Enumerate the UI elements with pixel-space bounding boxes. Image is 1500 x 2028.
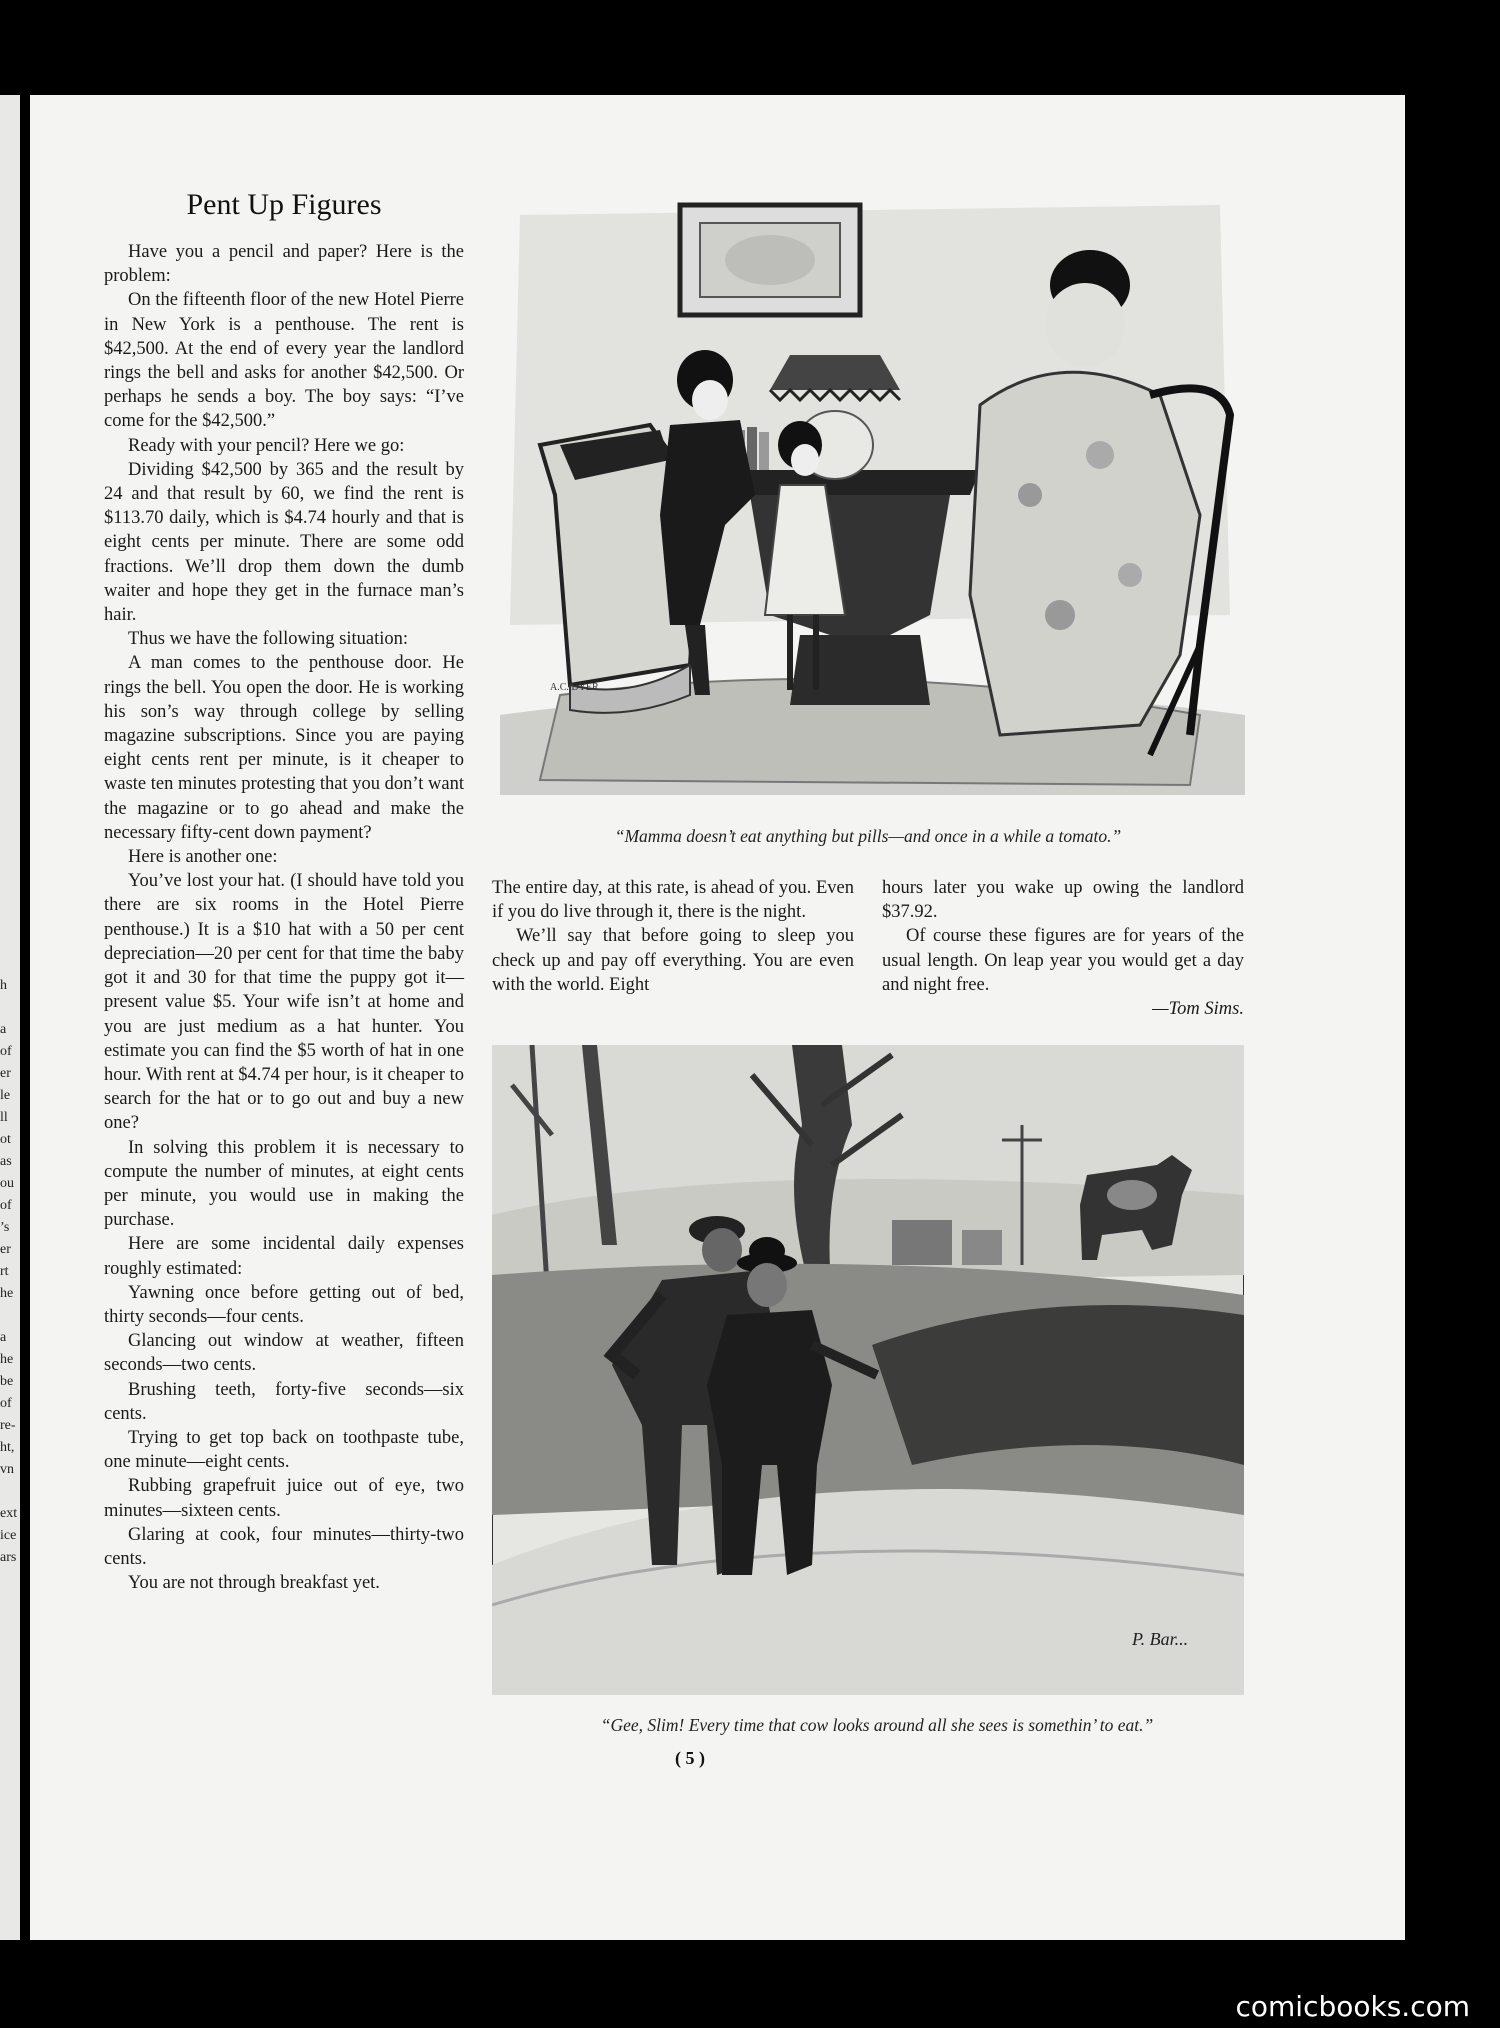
facing-page-fragment: le xyxy=(0,1088,11,1103)
facing-page-fragment: ll xyxy=(0,1110,8,1125)
paragraph: Yawning once before getting out of bed, thirty seconds—four cents. xyxy=(104,1282,464,1327)
article-title: Pent Up Figures xyxy=(186,188,382,221)
paragraph: Glancing out window at weather, fifteen seconds—two cents. xyxy=(104,1331,464,1376)
paragraph: hours later you wake up owing the landlord $37.92. xyxy=(882,878,1244,923)
paragraph: Here is another one: xyxy=(128,847,278,868)
facing-page-fragment: a xyxy=(0,1022,7,1037)
facing-page-fragment xyxy=(0,1305,18,1327)
facing-page-fragment: of xyxy=(0,1396,12,1411)
cartoon-illustration-2 xyxy=(492,1045,1244,1695)
paragraph: Rubbing grapefruit juice out of eye, two minutes—sixteen cents. xyxy=(104,1476,464,1521)
paragraph: You are not through breakfast yet. xyxy=(128,1573,380,1594)
cartoon-illustration-1 xyxy=(500,195,1245,795)
author-signature: —Tom Sims. xyxy=(1152,999,1244,1020)
paragraph: Here are some incidental daily expenses roughly estimated: xyxy=(104,1234,464,1279)
facing-page-fragment xyxy=(0,1481,18,1503)
facing-page-fragment: he xyxy=(0,1286,14,1301)
paragraph: Have you a pencil and paper? Here is the problem: xyxy=(104,242,464,287)
facing-page-fragment: ice xyxy=(0,1528,17,1543)
paragraph: We’ll say that before going to sleep you check up and pay off everything. You are even with the world. Eight xyxy=(492,926,854,995)
cartoon1-artist-signature: A.C. DYER xyxy=(550,682,599,693)
article-column-1 xyxy=(104,240,464,1595)
cartoon2-caption: “Gee, Slim! Every time that cow looks around all she sees is somethin’ to eat.” xyxy=(600,1715,1154,1735)
facing-page-fragment: ou xyxy=(0,1176,14,1191)
facing-page-fragment: rt xyxy=(0,1264,9,1279)
facing-page-fragment: be xyxy=(0,1374,14,1389)
facing-page-fragment: er xyxy=(0,1066,11,1081)
facing-page-fragment: ext xyxy=(0,1506,18,1521)
paragraph: The entire day, at this rate, is ahead of you. Even if you do live through it, there is the night. xyxy=(492,878,854,923)
watermark-text: comicbooks.com xyxy=(1235,1990,1470,2023)
facing-page-fragment: ht, xyxy=(0,1440,15,1455)
facing-page-fragment: he xyxy=(0,1352,14,1367)
facing-page-fragment: vn xyxy=(0,1462,14,1477)
article-column-2 xyxy=(492,876,854,997)
facing-page-text-fragments xyxy=(0,975,18,1569)
paragraph: Ready with your pencil? Here we go: xyxy=(128,435,405,456)
paragraph: On the fifteenth floor of the new Hotel Pierre in New York is a penthouse. The rent is $42,500. At the end of every year the landlord rings the bell and asks for another $42,500. Or perhaps he sends a boy. The boy says: “I’ve come for the $42,500.” xyxy=(104,290,464,432)
page-number: ( 5 ) xyxy=(675,1748,705,1768)
facing-page-fragment: of xyxy=(0,1044,12,1059)
facing-page-fragment: h xyxy=(0,978,7,993)
facing-page-fragment: a xyxy=(0,1330,7,1345)
cartoon2-artist-signature: P. Bar... xyxy=(1132,1629,1189,1649)
facing-page-fragment: of xyxy=(0,1198,12,1213)
paragraph: Dividing $42,500 by 365 and the result by 24 and that result by 60, we find the rent is $113.70 daily, which is $4.74 hourly and that is eight cents per minute. There are some odd fractions. We’ll drop them down the dumb waiter and hope they get in the furnace man’s hair. xyxy=(104,459,464,626)
facing-page-fragment: re- xyxy=(0,1418,16,1433)
paragraph: You’ve lost your hat. (I should have told you there are six rooms in the Hotel Pierre penthouse.) It is a $10 hat with a 50 per cent depreciation—20 per cent for that time the baby got it and 30 for that time the puppy got it—present value $5. Your wife isn’t at home and you are just medium as a hat hunter. You estimate you can find the $5 worth of hat in one hour. With rent at $4.74 per hour, is it cheaper to search for the hat or to go out and buy a new one? xyxy=(104,871,464,1134)
facing-page-fragment: as xyxy=(0,1154,12,1169)
article-column-3 xyxy=(882,876,1244,1021)
paragraph: Trying to get top back on toothpaste tube, one minute—eight cents. xyxy=(104,1427,464,1473)
paragraph: Brushing teeth, forty-five seconds—six cents. xyxy=(104,1379,464,1424)
paragraph: Of course these figures are for years of the usual length. On leap year you would get a day and night free. xyxy=(882,926,1244,995)
paragraph: Thus we have the following situation: xyxy=(128,629,409,650)
cartoon1-caption: “Mamma doesn’t eat anything but pills—and once in a while a tomato.” xyxy=(614,826,1122,846)
facing-page-fragment: ’s xyxy=(0,1220,10,1235)
facing-page-fragment xyxy=(0,997,18,1019)
paragraph: A man comes to the penthouse door. He rings the bell. You open the door. He is working his son’s way through college by selling magazine subscriptions. Since you are paying eight cents rent per minute, is it cheaper to waste ten minutes protesting that you don’t want the magazine or to go ahead and make the necessary fifty-cent down payment? xyxy=(104,653,464,843)
paragraph: Glaring at cook, four minutes—thirty-two cents. xyxy=(104,1524,464,1569)
facing-page-fragment: er xyxy=(0,1242,11,1257)
facing-page-fragment: ot xyxy=(0,1132,11,1147)
paragraph: In solving this problem it is necessary to compute the number of minutes, at eight cents per minute, you would use in making the purchase. xyxy=(104,1137,464,1231)
facing-page-fragment: ars xyxy=(0,1550,17,1565)
